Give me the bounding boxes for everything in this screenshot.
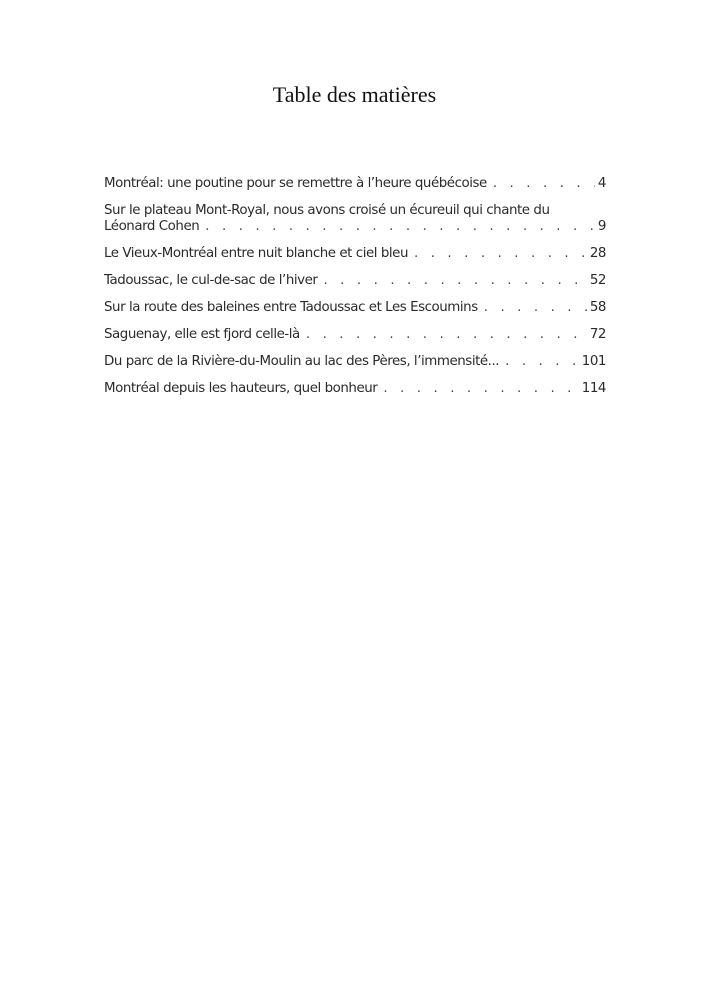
toc-entry-title: Le Vieux-Montréal entre nuit blanche et ciel bleu: [104, 246, 408, 262]
dot-leader: [323, 273, 586, 290]
toc-entry-page-number: 9: [597, 219, 606, 235]
toc-entry-page-number: 101: [581, 353, 606, 369]
toc-entry-page-number: 58: [589, 300, 606, 316]
toc-entry-title: Léonard Cohen: [104, 219, 200, 235]
toc-entry-title-line1: Sur le plateau Mont-Royal, nous avons croisé un écureuil qui chante du: [104, 202, 550, 218]
dot-leader: [505, 354, 579, 371]
table-of-contents: [104, 176, 606, 408]
toc-entry-page-number: 72: [589, 326, 606, 342]
toc-entry-page-number: 4: [597, 176, 606, 191]
toc-entry-page-number: 114: [581, 380, 606, 396]
dot-leader: [205, 219, 595, 236]
dot-leader: [484, 300, 587, 317]
toc-entry-page-number: 52: [589, 273, 606, 289]
toc-entry-title: Montréal depuis les hauteurs, quel bonheur: [104, 380, 378, 396]
dot-leader: [414, 246, 587, 263]
toc-entry[interactable]: [104, 273, 606, 290]
toc-entry[interactable]: [104, 176, 606, 193]
toc-entry[interactable]: [104, 381, 606, 398]
toc-entry-title: Tadoussac, le cul-de-sac de l’hiver: [104, 273, 318, 289]
dot-leader: [383, 381, 578, 398]
dot-leader: [306, 327, 587, 344]
toc-entry[interactable]: [104, 354, 606, 371]
toc-entry-title: Sur la route des baleines entre Tadoussac et Les Escoumins: [104, 300, 478, 316]
toc-entry-title: Saguenay, elle est fjord celle-là: [104, 326, 300, 342]
toc-entry[interactable]: [104, 300, 606, 317]
toc-entry[interactable]: [104, 327, 606, 344]
toc-entry-title: Du parc de la Rivière-du-Moulin au lac des Pères, l’immensité...: [104, 353, 500, 369]
dot-leader: [493, 176, 595, 193]
page-title: Table des matières: [272, 82, 437, 107]
toc-entry[interactable]: [104, 246, 606, 263]
toc-entry-page-number: 28: [589, 246, 606, 262]
toc-entry-title: Montréal: une poutine pour se remettre à l’heure québécoise: [104, 176, 487, 191]
toc-entry[interactable]: [104, 203, 606, 236]
